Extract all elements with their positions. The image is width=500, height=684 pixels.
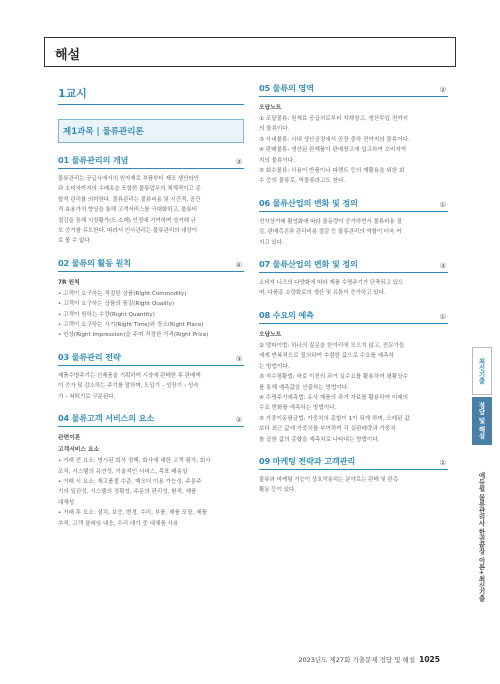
list-item: 기의 일관성, 시스템의 정확성, 주문의 편리성, 환적, 제품: [58, 489, 197, 496]
list-item: • 인상(Right Impression)을 주며 적정한 가격(Right Price): [58, 332, 209, 339]
list-item: • 고객이 원하는 수량(Right Quantity): [58, 311, 155, 318]
question-title: 06 물류산업의 변화 및 정의: [259, 197, 358, 208]
list-item: • 고객이 요구하는 시기(Right Time)와 장소(Right Place): [58, 322, 204, 329]
question-04: [58, 413, 244, 529]
section-label: 7R 원칙: [58, 279, 80, 286]
section-sublabel: 고객서비스 요소: [58, 447, 100, 454]
side-tab-answers: [472, 397, 492, 445]
question-title: 04 물류고객 서비스의 요소: [58, 413, 155, 424]
list-item: 수요 변화를 예측하는 방법이다.: [259, 405, 337, 412]
question-title: 09 마케팅 전략과 고객관리: [259, 455, 356, 466]
list-item: ⑤ 회수물류: 사용이 반품이나 파렛트 등의 재활용을 위한 회: [259, 168, 405, 175]
body-line: 감, 판매촉진과 관리비용 절감 등 물류관리의 역할이 더욱 커: [259, 229, 402, 236]
side-tab-latest-exam: [472, 347, 492, 395]
section-label: 관련이론: [58, 435, 81, 442]
question-03: [58, 352, 244, 402]
question-body: [259, 278, 448, 299]
body-line: 이 증가 및 감소하는 주기를 말하며, 도입기 – 성장기 – 성숙: [58, 383, 199, 390]
page-number: 1025: [419, 655, 440, 664]
question-header: [58, 413, 244, 427]
question-header: [58, 155, 244, 169]
list-item: 추적, 고객 클레임 대응, 수리 대기 중 대체품 사용: [58, 520, 179, 527]
body-line: 소비자 니즈의 다양화에 따라 제품 수명주기가 단축되고 있으: [259, 280, 404, 287]
section-label: 오답노트: [259, 105, 282, 111]
list-item: ③ 사내물류: 사내 생산공정에서 공장 출하 전까지의 물류이다.: [259, 136, 410, 143]
list-item: 를 통해 예측값을 산출하는 방법이다.: [259, 384, 349, 391]
list-item: 보다 최근 값에 가중치를 부여하여 각 실판매량과 가중치: [259, 426, 396, 433]
list-item: 에게 반복적으로 질의하여 수렴한 값으로 수요를 예측하: [259, 353, 394, 360]
list-item: ④ 수명주기예측법: 유사 제품의 과거 자료를 활용하여 미래의: [259, 394, 409, 401]
answer-mark: ③: [439, 262, 446, 271]
question-05: [259, 83, 448, 187]
question-06: [259, 198, 448, 248]
section-label: 오답노트: [259, 331, 282, 338]
list-item: 지의 물류이다.: [259, 157, 295, 164]
footer-text: 2023년도 제27회 기출문제 정답 및 해설: [298, 656, 416, 664]
list-item: ④ 판매물류: 생산된 완제품이 판매창고에 입고하여 소비자까: [259, 147, 407, 154]
question-08: [259, 310, 448, 445]
body-line: 지고 있다.: [259, 239, 284, 246]
body-line: 과 소비자까지의 수배송을 포함한 물류업무의 체계적이고 종: [58, 186, 201, 193]
question-07: [259, 259, 448, 299]
list-item: • 거래 전 요소: 명시된 회사 정책, 회사에 대한 고객 평가, 회사: [58, 458, 211, 465]
side-tab-label: 최신기출: [477, 358, 486, 384]
body-line: 며, 다품종 소량화로의 생산 및 유통이 증가하고 있다.: [259, 290, 386, 297]
answer-mark: ③: [235, 158, 242, 166]
question-title: 05 물류의 영역: [259, 83, 314, 93]
question-09: [259, 456, 448, 496]
list-item: 대체성: [58, 499, 75, 506]
list-item: • 거래 시 요소: 재고품절 수준, 백오더 이용 가능성, 주문주: [58, 478, 202, 485]
side-tab-label: 정답 및 해설: [477, 402, 486, 440]
body-line: 활동 등이 있다.: [259, 487, 296, 494]
answer-mark: ②: [235, 416, 242, 425]
list-item: • 거래 후 요소: 설치, 보증, 변경, 수리, 부품, 제품 포장, 제품: [58, 510, 207, 517]
question-header: [58, 352, 244, 366]
answer-mark: ①: [439, 312, 446, 321]
list-item: 는 방법이다.: [259, 363, 290, 370]
question-body: [259, 217, 448, 248]
left-column: [58, 83, 244, 540]
body-line: 로 볼 수 없다.: [58, 238, 92, 245]
right-column: [259, 83, 448, 507]
question-title: 08 수요의 예측: [259, 309, 314, 320]
body-line: 합적 관리를 의미한다. 물류관리는 물류비용 및 시간적, 공간: [58, 196, 201, 203]
header-box: [44, 37, 456, 67]
list-item: ① 조달물류: 원재료 공급처로부터 자재창고, 생산투입 전까지: [259, 116, 409, 122]
question-header: [58, 258, 244, 272]
question-header: [259, 198, 448, 212]
answer-mark: ③: [235, 354, 242, 363]
question-title: 01 물류관리의 개념: [58, 155, 129, 165]
session-title: 1교시: [58, 83, 244, 105]
list-item: 를 곱한 값의 총합을 예측치로 나타내는 방법이다.: [259, 436, 380, 443]
list-item: ② 델파이법: 하나의 질문을 한자리에 모으지 않고, 전문가들: [259, 342, 405, 349]
question-body: [58, 174, 244, 247]
book-title-label: 에듀윌 물류관리사 한권끝장 이론+최신기출: [477, 472, 486, 602]
body-line: 기 – 쇠퇴기로 구분된다.: [58, 393, 116, 400]
question-body: [58, 371, 244, 402]
body-line: 적 효용가치 향상을 통해 고객서비스를 극대화하고, 물류비: [58, 207, 198, 214]
list-item: 조직, 시스템의 유연성, 기술적인 서비스, 목표 배송일: [58, 468, 188, 475]
question-header: [259, 83, 448, 97]
question-title: 02 물류의 활동 원칙: [58, 257, 131, 268]
body-line: 절감을 통해 시장활가(도·소매) 인정에 기여하며 상거래 규: [58, 217, 196, 224]
list-item: • 고객이 요구하는 적절한 상품(Right Commodity): [58, 290, 187, 297]
body-line: 물류와 마케팅 기능이 상호작용하는 분야로는 판매 및 판촉: [259, 476, 399, 483]
body-line: 전자상거래 활성화에 따라 물동량이 증가하면서 물류비용 절: [259, 218, 402, 225]
list-item: ⑤ 가중이동평균법: 가중치의 총합이 1이 되게 하며, 오래된 값: [259, 415, 410, 422]
question-header: [259, 456, 448, 470]
question-header: [259, 310, 448, 324]
question-01: [58, 155, 244, 247]
answer-mark: ②: [439, 86, 446, 94]
question-title: 07 물류산업의 변화 및 정의: [259, 259, 358, 270]
list-item: ③ 지수평활법: 바로 이전의 과거 실수요를 활용하여 평활상수: [259, 374, 409, 381]
body-line: 제품수명주기는 신제품을 기획하여 시장에 판매한 후 판매액: [58, 372, 201, 379]
question-02: [58, 258, 244, 341]
body-line: 물류관리는 공급사에서의 원자재로 부품부터 제조 생산라인: [58, 176, 199, 182]
body-line: 모 증가를 유도한다. 따라서 인사관리는 물류관리의 대상이: [58, 228, 198, 235]
page-footer: [298, 655, 440, 664]
question-title: 03 물류관리 전략: [58, 351, 121, 362]
side-book-title: [472, 447, 492, 627]
answer-mark: ②: [439, 458, 446, 467]
question-body: [259, 475, 448, 496]
header-title: 해설: [55, 48, 81, 63]
subject-box: 제1과목 | 물류관리론: [58, 119, 244, 143]
answer-mark: ④: [235, 260, 242, 269]
list-item: 수 등의 물류로, 역물류라고도 한다.: [259, 178, 346, 185]
list-item: • 고객이 요구하는 상품의 품질(Right Quality): [58, 301, 175, 308]
list-item: 의 물류이다.: [259, 126, 290, 133]
question-header: [259, 259, 448, 273]
answer-mark: ①: [439, 200, 446, 209]
